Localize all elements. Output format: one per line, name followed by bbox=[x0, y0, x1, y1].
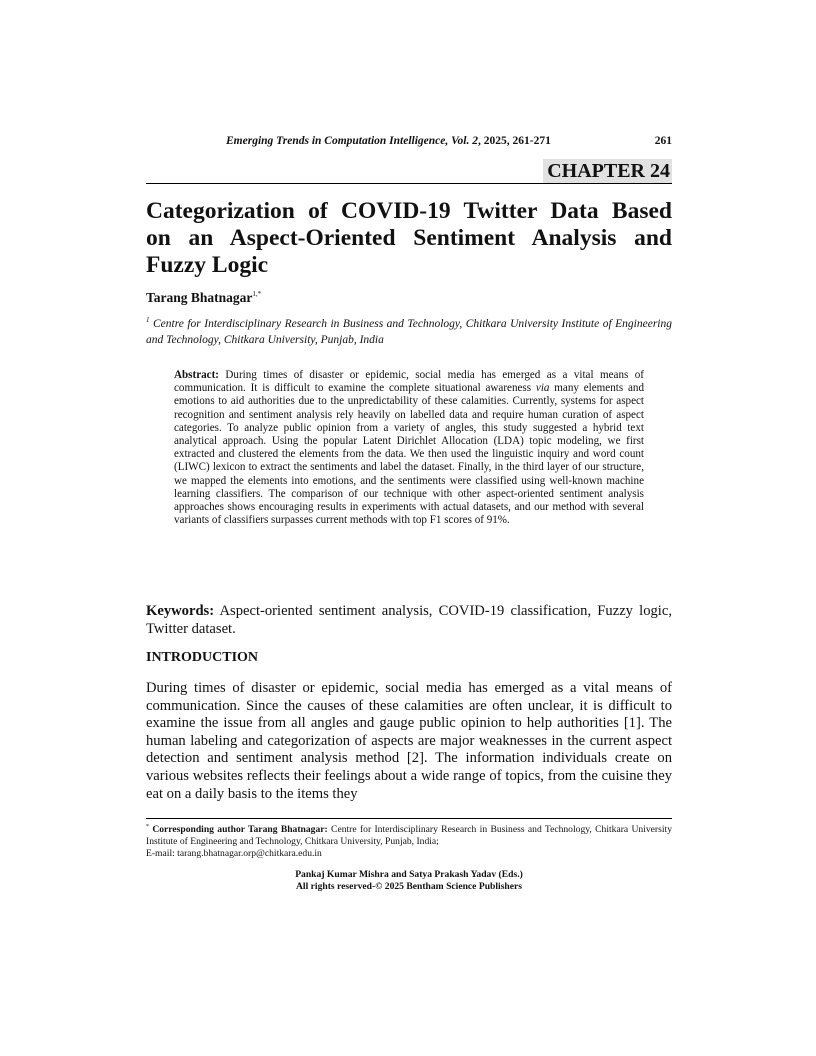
footnote-divider bbox=[146, 818, 672, 819]
running-header bbox=[146, 135, 672, 151]
affiliation-text: Centre for Interdisciplinary Research in Business and Technology, Chitkara University Institute of Engineering and Technology, Chitkara University, Punjab, India bbox=[146, 318, 672, 346]
journal-citation bbox=[226, 135, 551, 147]
author-name: Tarang Bhatnagar bbox=[146, 290, 253, 305]
header-divider bbox=[146, 183, 672, 184]
keywords bbox=[146, 602, 672, 638]
footnote-mark: * bbox=[146, 824, 149, 830]
journal-name: Emerging Trends in Computation Intelligence, Vol. 2 bbox=[226, 135, 478, 147]
abstract bbox=[174, 369, 644, 527]
abstract-label: Abstract: bbox=[174, 369, 219, 381]
section-heading-introduction: INTRODUCTION bbox=[146, 650, 259, 665]
editors-line: Pankaj Kumar Mishra and Satya Prakash Yadav (Eds.) bbox=[295, 869, 523, 880]
author-marks: 1,* bbox=[252, 290, 262, 298]
footnote bbox=[146, 822, 672, 859]
publisher-block bbox=[146, 869, 672, 893]
footnote-text: Centre for Interdisciplinary Research in Business and Technology, Chitkara University Institute of Engineering and Technology, Chitkara University, Punjab, India; bbox=[146, 824, 672, 847]
journal-volume-year-pages: , 2025, 261-271 bbox=[477, 135, 551, 147]
affiliation-mark: 1 bbox=[146, 316, 150, 324]
abstract-text-1: During times of disaster or epidemic, social media has emerged as a vital means of communication. It is difficult to examine the complete situational awareness bbox=[174, 369, 644, 395]
chapter-label: CHAPTER 24 bbox=[543, 159, 672, 183]
keywords-label: Keywords: bbox=[146, 603, 215, 619]
chapter-title bbox=[146, 198, 672, 279]
page-number: 261 bbox=[654, 135, 672, 147]
abstract-via: via bbox=[535, 382, 550, 395]
title-line-2: on an Aspect-Oriented Sentiment Analysis and bbox=[146, 225, 672, 251]
title-line-1: Categorization of COVID-19 Twitter Data Based bbox=[146, 198, 672, 224]
affiliation bbox=[146, 312, 672, 348]
abstract-text-2: many elements and emotions to aid authorities due to the unpredictability of these calamities. Currently, systems for aspect recognition and sentiment analysis rely heavily on labelled data and require human curation of aspect categories. To analyze public opinion from a variety of angles, this study suggested a hybrid text analytical approach. Using the popular Latent Dirichlet Allocation (LDA) topic modeling, we first extracted and clustered the elements from the data. We then used the linguistic inquiry and word count (LIWC) lexicon to extract the sentiments and label the dataset. Finally, in the third layer of our structure, we mapped the elements into emotions, and the sentiments were classified using well-known machine learning classifiers. The comparison of our technique with other aspect-oriented sentiment analysis approaches shows encouraging results in experiments with actual datasets, and our method with several variants of classifiers surpasses current methods with top F1 scores of 91%. bbox=[174, 382, 644, 527]
author-line bbox=[146, 290, 261, 306]
introduction-paragraph: During times of disaster or epidemic, social media has emerged as a vital means of communication. Since the causes of these calamities are often unclear, it is difficult to examine the issue from all angles and gauge public opinion to help authorities [1]. The human labeling and categorization of aspects are major weaknesses in the current aspect detection and sentiment analysis method [2]. The information individuals create on various websites reflects their feelings about a wide range of topics, from the cuisine they eat on a daily basis to the items they bbox=[146, 680, 672, 802]
footnote-email: E-mail: tarang.bhatnagar.orp@chitkara.edu.in bbox=[146, 847, 322, 859]
keywords-text: Aspect-oriented sentiment analysis, COVID-19 classification, Fuzzy logic, Twitter dataset. bbox=[146, 603, 672, 637]
copyright-line: All rights reserved-© 2025 Bentham Science Publishers bbox=[295, 881, 523, 892]
footnote-label: Corresponding author Tarang Bhatnagar: bbox=[149, 824, 328, 835]
title-line-3: Fuzzy Logic bbox=[146, 252, 269, 278]
